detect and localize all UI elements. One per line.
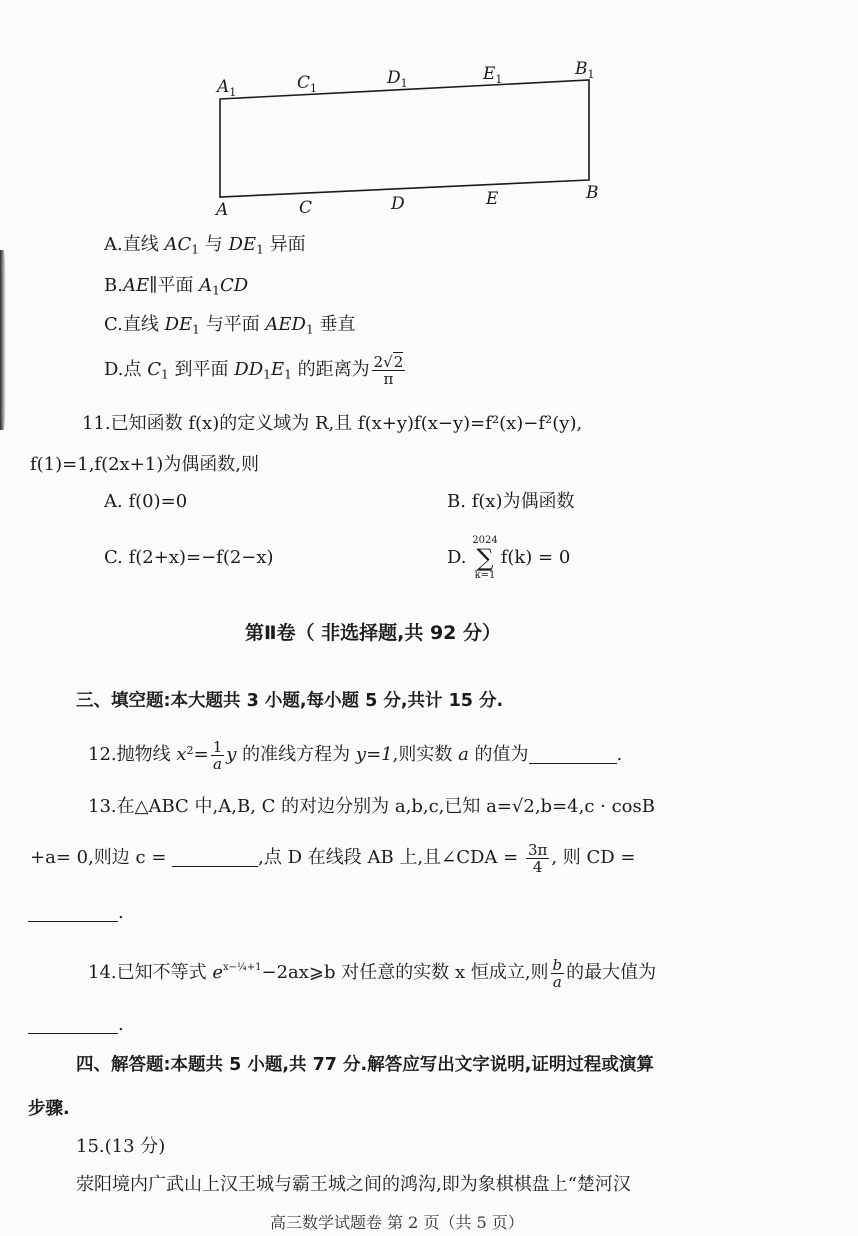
q14-answer-blank[interactable] [28,1015,118,1034]
q13-line3: . [28,900,124,926]
q14-line2: . [28,1012,124,1038]
label-c: C [299,198,313,218]
q11-stem-line1: 11.已知函数 f(x)的定义域为 R,且 f(x+y)f(x−y)=f²(x)−f²(y), [82,413,583,434]
q11-option-b: B. f(x)为偶函数 [447,491,575,512]
q14: 14.已知不等式 $e^{x-\frac{1}{4}+1}-2ax⩾b$ 对任意的实数 x 恒成立,则 $\frac{b}{a}$ 的最大值为 [88,955,657,991]
q10-option-b: B.AE∥平面 $A_1CD$ [104,275,249,298]
section3-heading: 三、填空题:本大题共 3 小题,每小题 5 分,共计 15 分. [76,691,504,711]
q12-answer-blank[interactable] [529,745,617,764]
section4-heading-line2: 步骤. [28,1099,70,1119]
q13-line1: 13.在△ABC 中,A,B, C 的对边分别为 a,b,c,已知 a=√2,b=4,c · cosB [88,796,655,817]
label-d1: $D_1$ [387,68,408,90]
label-b1: $B_1$ [575,59,595,81]
q13-answer-blank-c[interactable] [172,848,258,867]
label-c1: $C_1$ [297,73,318,95]
q15-header: 15.(13 分) [76,1136,166,1157]
q10-option-c: C.直线 $DE_1$ 与平面 $AED_1$ 垂直 [104,314,356,337]
label-e: E [486,189,499,209]
q15-line1: 荥阳境内广武山上汉王城与霸王城之间的鸿沟,即为象棋棋盘上“楚河汉 [76,1174,631,1195]
q11-option-d: D. 2024 ∑ k=1 f(k) = 0 [447,535,571,581]
q12: 12.抛物线 $x^2=$ $\frac{1}{a}$ y 的准线方程为 y=1,则实数 a 的值为 . [88,737,623,773]
q13-line2: +a= 0,则边 c = ,点 D 在线段 AB 上,且∠CDA = $\frac{3\pi}{4}$ , 则 CD = [30,840,636,876]
q13-answer-blank-cd[interactable] [28,903,118,922]
q11-option-a: A. f(0)=0 [104,491,188,512]
q11-stem-line2: f(1)=1,f(2x+1)为偶函数,则 [30,454,259,475]
summation: 2024 ∑ k=1 [472,535,498,581]
q12-fraction: $\frac{1}{a}$ [212,737,223,773]
q10-option-a: A.直线 $AC_1$ 与 $DE_1$ 异面 [104,234,306,257]
section4-heading-line1: 四、解答题:本题共 5 小题,共 77 分.解答应写出文字说明,证明过程或演算 [76,1055,654,1075]
rectangle-figure [205,52,625,227]
label-a: A [216,200,229,220]
label-e1: $E_1$ [483,64,503,86]
distance-fraction: $\frac{2√2}{\pi}$ [373,352,404,388]
label-b: B [586,183,599,203]
page-footer: 高三数学试题卷 第 2 页（共 5 页） [270,1213,524,1232]
q13-fraction: $\frac{3\pi}{4}$ [527,840,548,876]
label-a1: $A_1$ [217,77,237,99]
q11-option-c: C. f(2+x)=−f(2−x) [104,547,274,568]
page-edge-shadow [0,250,6,430]
q10-option-d: D.点 $C_1$ 到平面 $DD_1E_1$ 的距离为 $\frac{2√2}{\pi}$ [104,352,404,388]
q14-fraction: $\frac{b}{a}$ [552,955,563,991]
label-d: D [391,194,405,214]
part2-title: 第Ⅱ卷（ 非选择题,共 92 分） [245,622,502,644]
